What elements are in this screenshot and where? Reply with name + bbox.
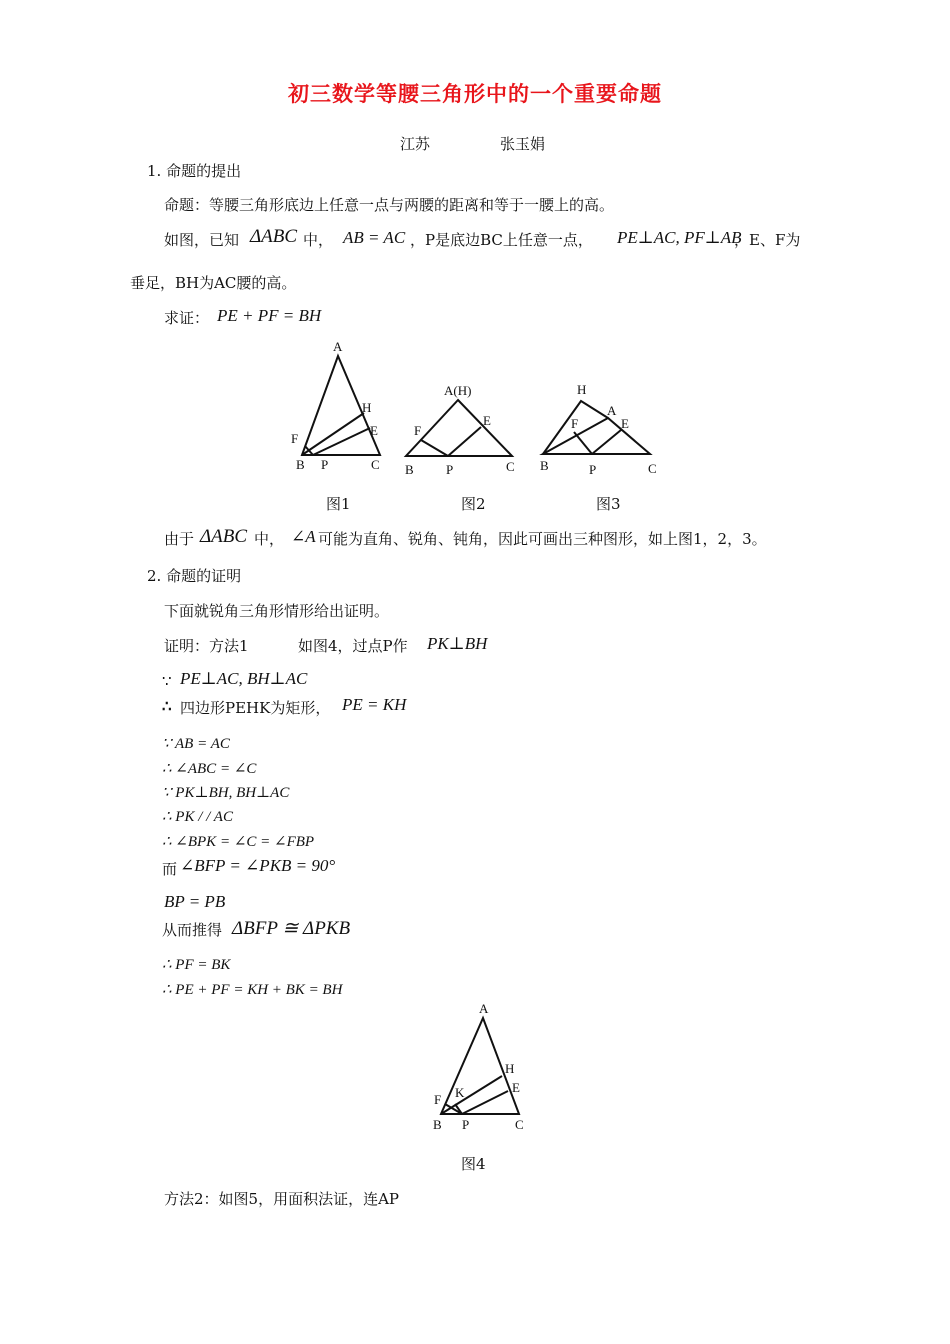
proof-l9: BP = PB	[164, 892, 226, 911]
given-text-line2: 垂足，BH为AC腰的高。	[130, 274, 297, 292]
author-name: 张玉娟	[500, 135, 546, 153]
fig4-line-pe	[462, 1091, 508, 1114]
proof-l10-text: 从而推得	[162, 921, 223, 939]
because-angle-a: ∠A	[291, 527, 316, 546]
because-text-2: 中，	[254, 530, 285, 548]
proof-l5: ∵ PK⊥BH, BH⊥AC	[162, 785, 290, 801]
proof-l3: ∵ AB = AC	[162, 736, 230, 752]
fig3-label-a: A	[607, 403, 617, 418]
prove-formula: PE + PF = BH	[217, 306, 322, 325]
caption-fig3: 图3	[596, 495, 621, 513]
figure-2	[405, 383, 515, 477]
section2-heading: 2. 命题的证明	[147, 567, 242, 585]
because-text-1: 由于	[164, 530, 195, 548]
fig2-label-c: C	[506, 459, 515, 474]
section1-heading: 1. 命题的提出	[147, 162, 242, 180]
fig1-label-f: F	[291, 431, 299, 446]
fig2-label-ah: A(H)	[444, 383, 472, 398]
fig4-label-a: A	[479, 1001, 489, 1016]
fig1-label-a: A	[333, 339, 343, 354]
proof-l12: ∴ PE + PF = KH + BK = BH	[162, 982, 343, 998]
fig4-label-b: B	[433, 1117, 442, 1132]
fig2-label-p: P	[446, 462, 454, 477]
fig3-line-pe	[592, 430, 621, 454]
proof-l1-symbol: ∵	[162, 672, 172, 690]
fig1-label-b: B	[296, 457, 305, 472]
caption-fig4: 图4	[461, 1155, 486, 1173]
fig1-label-c: C	[371, 457, 380, 472]
proof-l10-formula: ΔBFP ≅ ΔPKB	[232, 918, 351, 939]
fig2-label-e: E	[483, 413, 491, 428]
method1-label: 证明：方法1	[164, 637, 249, 655]
fig2-line-pf	[421, 440, 448, 456]
proposition-text: 命题：等腰三角形底边上任意一点与两腰的距离和等于一腰上的高。	[164, 196, 615, 214]
given-text-3: ，P是底边BC上任意一点，	[410, 231, 593, 249]
formula-perpendiculars: PE⊥AC, PF⊥AB	[617, 228, 742, 247]
proof-l8-formula: ∠BFP = ∠PKB = 90°	[180, 856, 336, 875]
because-triangle-abc: ΔABC	[200, 526, 248, 547]
proof-l1: PE⊥AC, BH⊥AC	[180, 669, 308, 688]
figures-1-3	[280, 336, 680, 481]
proof-l2-symbol: ∴	[162, 697, 172, 715]
fig1-label-h: H	[362, 400, 372, 415]
method1-formula: PK⊥BH	[427, 634, 488, 653]
method1-text: 如图4，过点P作	[298, 637, 408, 655]
proof-l6: ∴ PK / / AC	[162, 809, 233, 825]
fig2-label-b: B	[405, 462, 414, 477]
given-text-1: 如图，已知	[164, 231, 240, 249]
fig4-label-k: K	[455, 1085, 465, 1100]
figure-1	[291, 339, 380, 472]
fig4-label-f: F	[434, 1092, 442, 1107]
proof-l2-text: 四边形PEHK为矩形，	[180, 699, 331, 717]
figure-3	[540, 382, 657, 477]
fig4-label-e: E	[512, 1080, 520, 1095]
caption-fig1: 图1	[326, 495, 351, 513]
proof-l8-text: 而	[162, 860, 178, 878]
proof-l7: ∴ ∠BPK = ∠C = ∠FBP	[162, 834, 315, 850]
fig1-label-p: P	[321, 457, 329, 472]
given-text-4: ，E、F为	[734, 231, 801, 249]
given-text-2: 中，	[303, 231, 334, 249]
figure-4	[425, 1000, 535, 1135]
fig3-label-p: P	[589, 462, 597, 477]
fig3-label-h: H	[577, 382, 587, 397]
fig1-line-bh	[302, 413, 364, 455]
author-province: 江苏	[400, 135, 431, 153]
fig1-label-e: E	[370, 423, 378, 438]
page-title: 初三数学等腰三角形中的一个重要命题	[288, 82, 662, 106]
method2-text: 方法2：如图5，用面积法证，连AP	[164, 1190, 400, 1208]
formula-triangle-abc: ΔABC	[250, 226, 298, 247]
fig4-label-h: H	[505, 1061, 515, 1076]
because-text-3: 可能为直角、锐角、钝角，因此可画出三种图形，如上图1，2，3。	[318, 530, 767, 548]
fig4-label-c: C	[515, 1117, 524, 1132]
fig4-label-p: P	[462, 1117, 470, 1132]
fig2-line-pe	[448, 427, 481, 456]
fig3-label-c: C	[648, 461, 657, 476]
prove-label: 求证：	[164, 309, 210, 327]
proof-l2-formula: PE = KH	[342, 695, 407, 714]
fig3-label-f: F	[571, 416, 579, 431]
caption-fig2: 图2	[461, 495, 486, 513]
proof-l11: ∴ PF = BK	[162, 957, 231, 973]
fig3-triangle	[543, 418, 650, 454]
formula-ab-eq-ac: AB = AC	[343, 228, 406, 247]
section2-intro: 下面就锐角三角形情形给出证明。	[164, 602, 390, 620]
fig2-label-f: F	[414, 423, 422, 438]
proof-l4: ∴ ∠ABC = ∠C	[162, 761, 257, 777]
fig3-label-b: B	[540, 458, 549, 473]
fig3-line-pf	[574, 432, 592, 454]
fig3-label-e: E	[621, 416, 629, 431]
